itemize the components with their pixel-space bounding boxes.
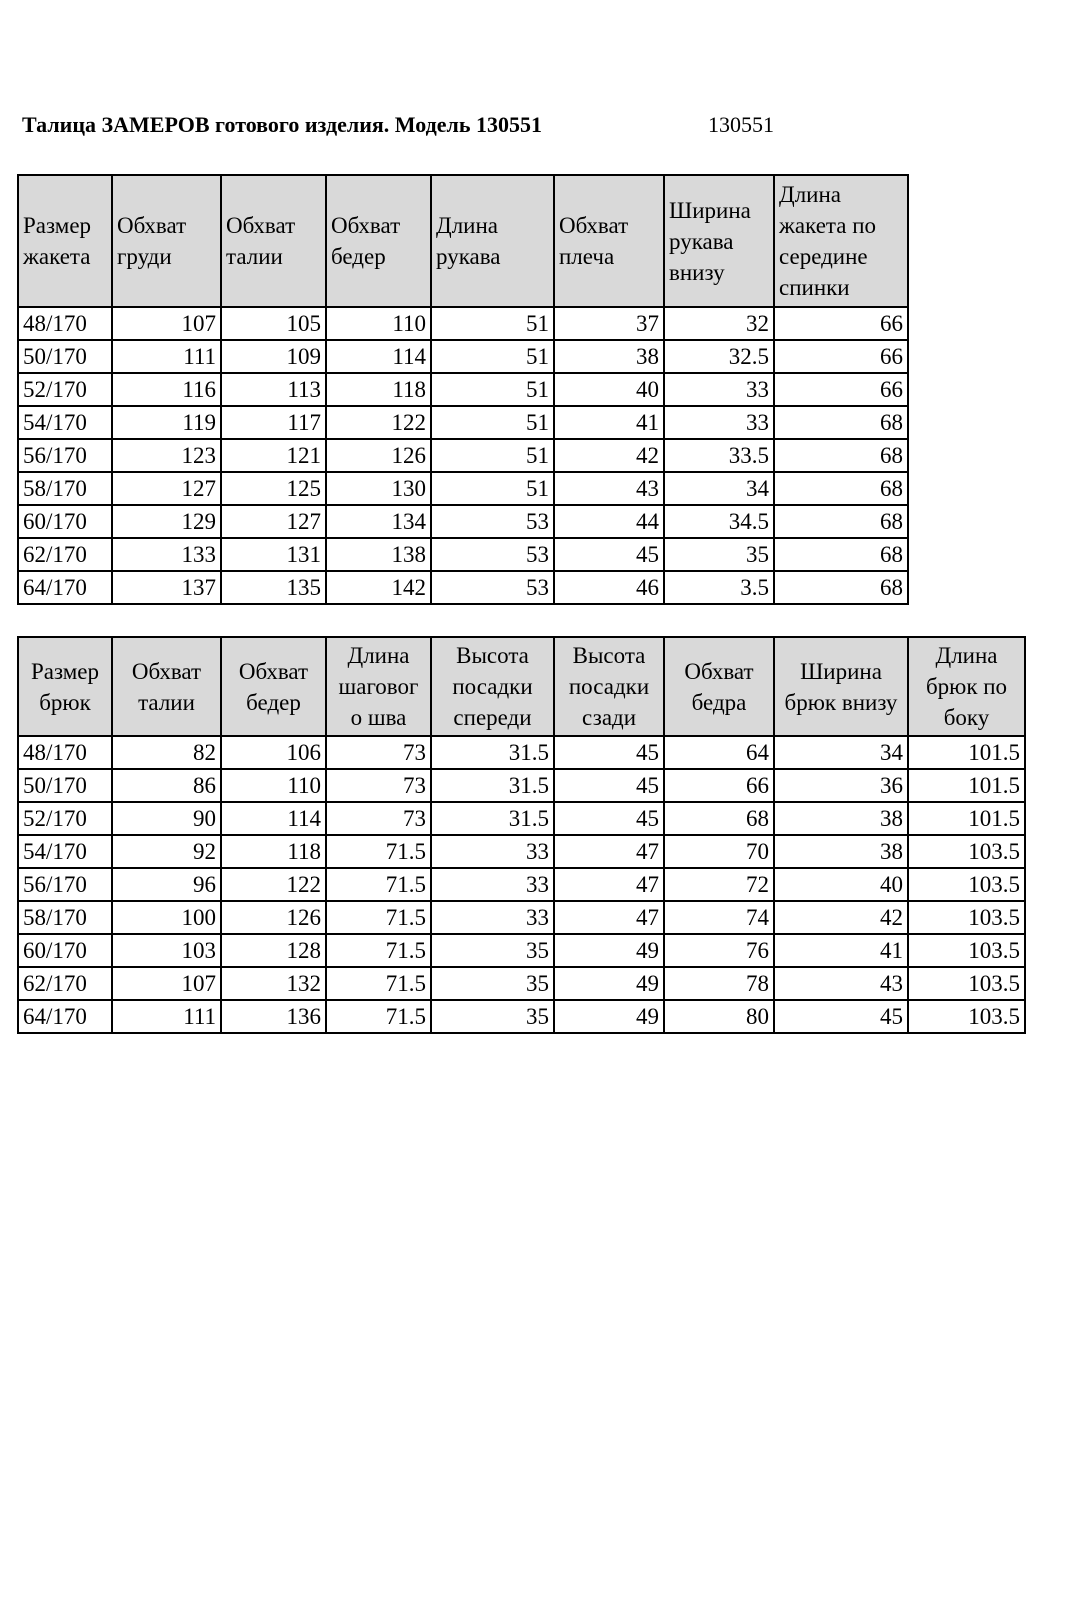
value-cell: 122	[221, 868, 326, 901]
value-cell: 47	[554, 868, 664, 901]
value-cell: 134	[326, 505, 431, 538]
value-cell: 42	[774, 901, 908, 934]
document-title: Талица ЗАМЕРОВ готового изделия. Модель 130551	[22, 112, 542, 137]
header-cell: Обхват бедер	[326, 175, 431, 307]
table-row	[18, 340, 908, 373]
jacket-measurements-table	[17, 174, 909, 605]
value-cell: 135	[221, 571, 326, 604]
value-cell: 40	[554, 373, 664, 406]
value-cell: 133	[112, 538, 221, 571]
value-cell: 127	[112, 472, 221, 505]
value-cell: 51	[431, 373, 554, 406]
table-row	[18, 967, 1025, 1000]
value-cell: 80	[664, 1000, 774, 1033]
header-cell: Длина шаговог о шва	[326, 637, 431, 736]
value-cell: 45	[554, 802, 664, 835]
table-row	[18, 373, 908, 406]
trousers-header-row	[18, 637, 1025, 736]
header-cell: Длина рукава	[431, 175, 554, 307]
header-cell: Обхват груди	[112, 175, 221, 307]
value-cell: 101.5	[908, 802, 1025, 835]
value-cell: 68	[774, 439, 908, 472]
value-cell: 34.5	[664, 505, 774, 538]
size-cell: 62/170	[18, 967, 112, 1000]
value-cell: 96	[112, 868, 221, 901]
value-cell: 103.5	[908, 934, 1025, 967]
table-row	[18, 1000, 1025, 1033]
size-cell: 52/170	[18, 373, 112, 406]
size-cell: 58/170	[18, 901, 112, 934]
value-cell: 53	[431, 505, 554, 538]
value-cell: 121	[221, 439, 326, 472]
value-cell: 34	[664, 472, 774, 505]
value-cell: 107	[112, 307, 221, 340]
value-cell: 103.5	[908, 868, 1025, 901]
value-cell: 43	[774, 967, 908, 1000]
value-cell: 126	[326, 439, 431, 472]
value-cell: 78	[664, 967, 774, 1000]
table-row	[18, 505, 908, 538]
value-cell: 103.5	[908, 1000, 1025, 1033]
table-row	[18, 868, 1025, 901]
value-cell: 35	[431, 934, 554, 967]
value-cell: 71.5	[326, 967, 431, 1000]
value-cell: 38	[774, 802, 908, 835]
value-cell: 33	[431, 868, 554, 901]
value-cell: 33	[664, 406, 774, 439]
value-cell: 51	[431, 307, 554, 340]
value-cell: 68	[774, 472, 908, 505]
value-cell: 92	[112, 835, 221, 868]
value-cell: 32.5	[664, 340, 774, 373]
value-cell: 31.5	[431, 736, 554, 769]
header-cell: Высота посадки сзади	[554, 637, 664, 736]
header-cell: Ширина брюк внизу	[774, 637, 908, 736]
value-cell: 122	[326, 406, 431, 439]
value-cell: 35	[664, 538, 774, 571]
value-cell: 35	[431, 967, 554, 1000]
value-cell: 45	[554, 736, 664, 769]
value-cell: 49	[554, 1000, 664, 1033]
header-cell: Обхват бедра	[664, 637, 774, 736]
value-cell: 107	[112, 967, 221, 1000]
value-cell: 119	[112, 406, 221, 439]
value-cell: 46	[554, 571, 664, 604]
value-cell: 45	[554, 538, 664, 571]
table-row	[18, 769, 1025, 802]
value-cell: 113	[221, 373, 326, 406]
value-cell: 37	[554, 307, 664, 340]
value-cell: 82	[112, 736, 221, 769]
value-cell: 47	[554, 901, 664, 934]
value-cell: 118	[326, 373, 431, 406]
value-cell: 71.5	[326, 901, 431, 934]
value-cell: 49	[554, 934, 664, 967]
header-cell: Ширина рукава внизу	[664, 175, 774, 307]
table-row	[18, 406, 908, 439]
value-cell: 51	[431, 472, 554, 505]
value-cell: 86	[112, 769, 221, 802]
value-cell: 68	[664, 802, 774, 835]
value-cell: 105	[221, 307, 326, 340]
value-cell: 42	[554, 439, 664, 472]
table-row	[18, 901, 1025, 934]
value-cell: 66	[774, 307, 908, 340]
value-cell: 103.5	[908, 967, 1025, 1000]
value-cell: 47	[554, 835, 664, 868]
table-row	[18, 307, 908, 340]
header-cell: Высота посадки спереди	[431, 637, 554, 736]
table-row	[18, 835, 1025, 868]
value-cell: 71.5	[326, 1000, 431, 1033]
jacket-table-body	[18, 307, 908, 604]
value-cell: 125	[221, 472, 326, 505]
size-cell: 54/170	[18, 835, 112, 868]
value-cell: 38	[774, 835, 908, 868]
value-cell: 71.5	[326, 835, 431, 868]
size-cell: 48/170	[18, 307, 112, 340]
value-cell: 106	[221, 736, 326, 769]
value-cell: 127	[221, 505, 326, 538]
value-cell: 64	[664, 736, 774, 769]
value-cell: 3.5	[664, 571, 774, 604]
value-cell: 116	[112, 373, 221, 406]
value-cell: 101.5	[908, 769, 1025, 802]
jacket-header-row	[18, 175, 908, 307]
value-cell: 68	[774, 406, 908, 439]
value-cell: 111	[112, 340, 221, 373]
value-cell: 49	[554, 967, 664, 1000]
value-cell: 137	[112, 571, 221, 604]
value-cell: 138	[326, 538, 431, 571]
value-cell: 33	[664, 373, 774, 406]
size-cell: 50/170	[18, 340, 112, 373]
value-cell: 136	[221, 1000, 326, 1033]
value-cell: 68	[774, 571, 908, 604]
value-cell: 111	[112, 1000, 221, 1033]
header-cell: Обхват плеча	[554, 175, 664, 307]
value-cell: 73	[326, 769, 431, 802]
table-row	[18, 802, 1025, 835]
value-cell: 43	[554, 472, 664, 505]
value-cell: 118	[221, 835, 326, 868]
value-cell: 66	[664, 769, 774, 802]
size-cell: 60/170	[18, 505, 112, 538]
trousers-table-body	[18, 736, 1025, 1033]
value-cell: 38	[554, 340, 664, 373]
value-cell: 41	[774, 934, 908, 967]
header-cell: Обхват талии	[112, 637, 221, 736]
size-cell: 64/170	[18, 1000, 112, 1033]
value-cell: 33	[431, 835, 554, 868]
size-cell: 56/170	[18, 439, 112, 472]
value-cell: 117	[221, 406, 326, 439]
header-cell: Обхват талии	[221, 175, 326, 307]
value-cell: 100	[112, 901, 221, 934]
table-row	[18, 571, 908, 604]
value-cell: 103	[112, 934, 221, 967]
value-cell: 114	[326, 340, 431, 373]
value-cell: 45	[774, 1000, 908, 1033]
value-cell: 101.5	[908, 736, 1025, 769]
value-cell: 123	[112, 439, 221, 472]
value-cell: 51	[431, 340, 554, 373]
trousers-measurements-table	[17, 636, 1026, 1034]
size-cell: 54/170	[18, 406, 112, 439]
model-code: 130551	[708, 112, 774, 137]
header-cell: Длина жакета по середине спинки	[774, 175, 908, 307]
value-cell: 71.5	[326, 868, 431, 901]
value-cell: 126	[221, 901, 326, 934]
value-cell: 40	[774, 868, 908, 901]
value-cell: 72	[664, 868, 774, 901]
table-row	[18, 736, 1025, 769]
value-cell: 109	[221, 340, 326, 373]
value-cell: 35	[431, 1000, 554, 1033]
value-cell: 31.5	[431, 769, 554, 802]
value-cell: 33	[431, 901, 554, 934]
value-cell: 33.5	[664, 439, 774, 472]
size-cell: 48/170	[18, 736, 112, 769]
value-cell: 68	[774, 538, 908, 571]
size-cell: 62/170	[18, 538, 112, 571]
header-cell: Размер брюк	[18, 637, 112, 736]
value-cell: 128	[221, 934, 326, 967]
value-cell: 51	[431, 406, 554, 439]
value-cell: 103.5	[908, 835, 1025, 868]
value-cell: 110	[326, 307, 431, 340]
header-cell: Размер жакета	[18, 175, 112, 307]
value-cell: 74	[664, 901, 774, 934]
value-cell: 36	[774, 769, 908, 802]
value-cell: 45	[554, 769, 664, 802]
value-cell: 31.5	[431, 802, 554, 835]
header-cell: Обхват бедер	[221, 637, 326, 736]
value-cell: 66	[774, 373, 908, 406]
table-row	[18, 538, 908, 571]
value-cell: 70	[664, 835, 774, 868]
value-cell: 142	[326, 571, 431, 604]
table-row	[18, 934, 1025, 967]
value-cell: 114	[221, 802, 326, 835]
table-row	[18, 472, 908, 505]
size-cell: 60/170	[18, 934, 112, 967]
value-cell: 68	[774, 505, 908, 538]
value-cell: 44	[554, 505, 664, 538]
value-cell: 34	[774, 736, 908, 769]
value-cell: 66	[774, 340, 908, 373]
value-cell: 110	[221, 769, 326, 802]
value-cell: 51	[431, 439, 554, 472]
value-cell: 32	[664, 307, 774, 340]
value-cell: 132	[221, 967, 326, 1000]
value-cell: 41	[554, 406, 664, 439]
size-cell: 64/170	[18, 571, 112, 604]
header-cell: Длина брюк по боку	[908, 637, 1025, 736]
value-cell: 53	[431, 571, 554, 604]
value-cell: 76	[664, 934, 774, 967]
value-cell: 129	[112, 505, 221, 538]
size-cell: 56/170	[18, 868, 112, 901]
value-cell: 53	[431, 538, 554, 571]
size-cell: 58/170	[18, 472, 112, 505]
value-cell: 103.5	[908, 901, 1025, 934]
value-cell: 73	[326, 736, 431, 769]
value-cell: 73	[326, 802, 431, 835]
value-cell: 130	[326, 472, 431, 505]
size-cell: 52/170	[18, 802, 112, 835]
table-row	[18, 439, 908, 472]
value-cell: 71.5	[326, 934, 431, 967]
size-cell: 50/170	[18, 769, 112, 802]
value-cell: 131	[221, 538, 326, 571]
value-cell: 90	[112, 802, 221, 835]
